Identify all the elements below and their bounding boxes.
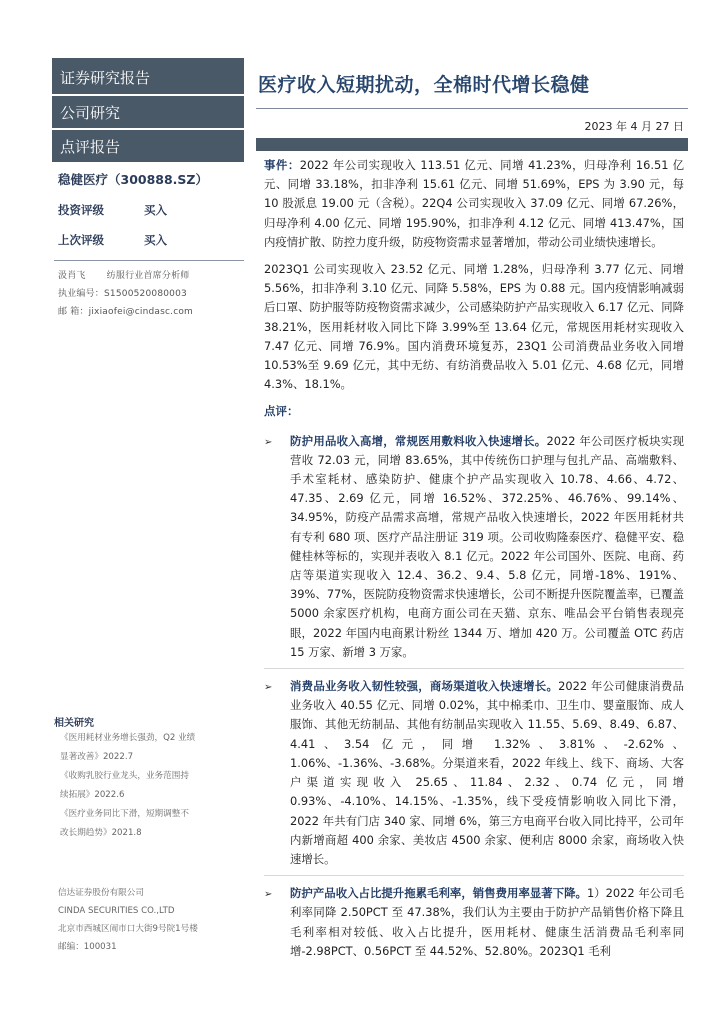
bullet-lead: 防护用品收入高增，常规医用敷料收入快速增长。 — [290, 433, 547, 448]
research-type-band: 公司研究 — [52, 96, 244, 130]
bullet-item — [264, 884, 684, 961]
analyst-name: 汲肖飞 — [58, 271, 86, 281]
analyst-role: 纺服行业首席分析师 — [106, 271, 190, 281]
bullet-text — [290, 677, 684, 869]
bullet-lead: 防护产品收入占比提升拖累毛利率，销售费用率显著下降。 — [290, 886, 587, 901]
related-item[interactable]: 改长期趋势》2021.8 — [60, 828, 142, 838]
footer-line: CINDA SECURITIES CO.,LTD — [58, 906, 175, 916]
related-research-title: 相关研究 — [54, 718, 94, 729]
report-type-band: 证券研究报告 — [52, 58, 244, 96]
bullet-text — [290, 432, 684, 662]
report-kind-band: 点评报告 — [52, 130, 244, 164]
bullet-body: 2022 年公司健康消费品业务收入 40.55 亿元、同增 0.02%，其中棉柔巾、卫生巾、婴童服饰、成人服饰、其他无纺制品、其他有纺制品实现收入 11.55、5.69、8.49、6.87、4.41、3.54 亿元，同增 1.32%、3.81%、-2.62%、1.06%、-1.36%、-3.68%。分渠道来看，2022 年线上、线下、商场、大客户渠道实现收入 25.65、11.84、2.32、0.74 亿元，同增 0.93%、-4.10%、14.15%、-1.35%，线下受疫情影响收入同比下滑，2022 年共有门店 340 家、同增 6%，第三方电商平台收入同比持平，公司年内新增商超 400 余家、美妆店 4500 余家、便利店 8000 余家，商场收入快速增长。 — [290, 679, 684, 866]
bullet-divider — [264, 668, 684, 669]
related-research — [52, 714, 244, 843]
event-label: 事件： — [264, 158, 300, 172]
rating-value: 买入 — [144, 233, 167, 247]
analyst-name-line — [58, 267, 244, 285]
arrow-bullet-icon: ➢ — [264, 436, 273, 448]
related-item[interactable]: 《收购乳胶行业龙头，业务范围持 — [60, 771, 189, 781]
bullet-lead: 消费品业务收入韧性较强，商场渠道收入快速增长。 — [290, 679, 559, 694]
company-name: 稳健医疗（300888.SZ） — [58, 172, 209, 187]
company-footer — [58, 884, 248, 956]
bullet-item — [264, 432, 684, 662]
bullet-body: 2022 年公司医疗板块实现营收 72.03 元，同增 83.65%，其中传统伤口护理与包扎产品、高端敷料、手术室耗材、感染防护、健康个护产品实现收入 10.78、4.66、4.72、47.35、2.69 亿元，同增 16.52%、372.25%、46.76%、99.14%、34.95%，防疫产品需求高增，常规产品收入快速增长，2022 年医用耗材共有专利 680 项、医疗产品注册证 319 项。公司收购隆泰医疗、稳健平安、稳健桂林等标的，实现并表收入 8.1 亿元。2022 年公司国外、医院、电商、药店等渠道实现收入 12.4、36.2、9.4、5.8 亿元，同增-18%、191%、39%、77%，医院防疫物资需求快速增长，公司不断提升医院覆盖率，已覆盖 5000 余家医疗机构，电商方面公司在天猫、京东、唯品会平台销售表现亮眼，2022 年国内电商累计粉丝 1344 万、增加 420 万。公司覆盖 OTC 药店 15 万家、新增 3 万家。 — [290, 433, 684, 659]
analyst-info — [58, 267, 244, 321]
rating-row-previous — [58, 232, 244, 248]
header-bar — [256, 138, 688, 151]
rating-label: 投资评级 — [58, 203, 104, 217]
title-divider — [256, 108, 688, 109]
review-heading: 点评： — [264, 404, 299, 419]
left-sidebar — [52, 58, 244, 321]
bullet-text — [290, 884, 684, 961]
related-item[interactable]: 《医疗业务同比下滑，短期调整不 — [60, 809, 189, 819]
related-item[interactable]: 显著改善》2022.7 — [60, 752, 134, 762]
sidebar-divider — [54, 260, 244, 261]
event-text: 2022 年公司实现收入 113.51 亿元、同增 41.23%，归母净利 16.51 亿元、同增 33.18%，扣非净利 15.61 亿元、同增 51.69%，EPS 为 3.90 元，每 10 股派息 19.00 元（含税）。22Q4 公司实现收入 37.09 亿元、同增 67.26%，归母净利 4.00 亿元、同增 195.90%，扣非净利 4.12 亿元、同增 413.47%，国内疫情扩散、防控力度升级，防疫物资需求显著增加，带动公司业绩快速增长。 — [264, 158, 684, 249]
related-item[interactable]: 续拓展》2022.6 — [60, 790, 125, 800]
footer-line: 邮编：100031 — [58, 942, 117, 952]
analyst-license: 执业编号：S1500520080003 — [58, 289, 187, 299]
footer-line: 北京市西城区闹市口大街9号院1号楼 — [58, 924, 198, 934]
bullet-item — [264, 677, 684, 869]
report-date: 2023 年 4 月 27 日 — [584, 120, 684, 133]
bullet-body: 1）2022 年公司毛利率同降 2.50PCT 至 47.38%，我们认为主要由于防护产品销售价格下降且毛利率相对较低、收入占比提升，医用耗材、健康生活消费品毛利率同增-2.98PCT、0.56PCT 至 44.52%、52.80%。2023Q1 毛利 — [290, 886, 684, 958]
rating-label: 上次评级 — [58, 233, 104, 247]
arrow-bullet-icon: ➢ — [264, 682, 273, 694]
analyst-email[interactable]: 邮 箱：jixiaofei@cindasc.com — [58, 307, 194, 317]
arrow-bullet-icon: ➢ — [264, 889, 273, 901]
bullet-divider — [264, 875, 684, 876]
report-body — [264, 156, 684, 965]
footer-line: 信达证券股份有限公司 — [58, 888, 144, 898]
event-paragraph — [264, 156, 684, 252]
report-title: 医疗收入短期扰动，全棉时代增长稳健 — [258, 74, 590, 96]
q1-paragraph: 2023Q1 公司实现收入 23.52 亿元、同增 1.28%，归母净利 3.77 亿元、同增 5.56%，扣非净利 3.10 亿元、同降 5.58%，EPS 为 0.88 元。国内疫情影响减弱后口罩、防护服等防疫物资需求减少，公司感染防护产品实现收入 6.17 亿元、同降 38.21%，医用耗材收入同比下降 3.99%至 13.64 亿元，常规医用耗材实现收入 7.47 亿元、同增 76.9%。国内消费环境复苏，23Q1 公司消费品业务收入同增 10.53%至 9.69 亿元，其中无纺、有纺消费品收入 5.01 亿元、4.68 亿元，同增 4.3%、18.1%。 — [264, 262, 684, 392]
rating-value: 买入 — [144, 203, 167, 217]
rating-row-current — [58, 202, 244, 218]
related-item[interactable]: 《医用耗材业务增长强劲，Q2 业绩 — [60, 733, 196, 743]
